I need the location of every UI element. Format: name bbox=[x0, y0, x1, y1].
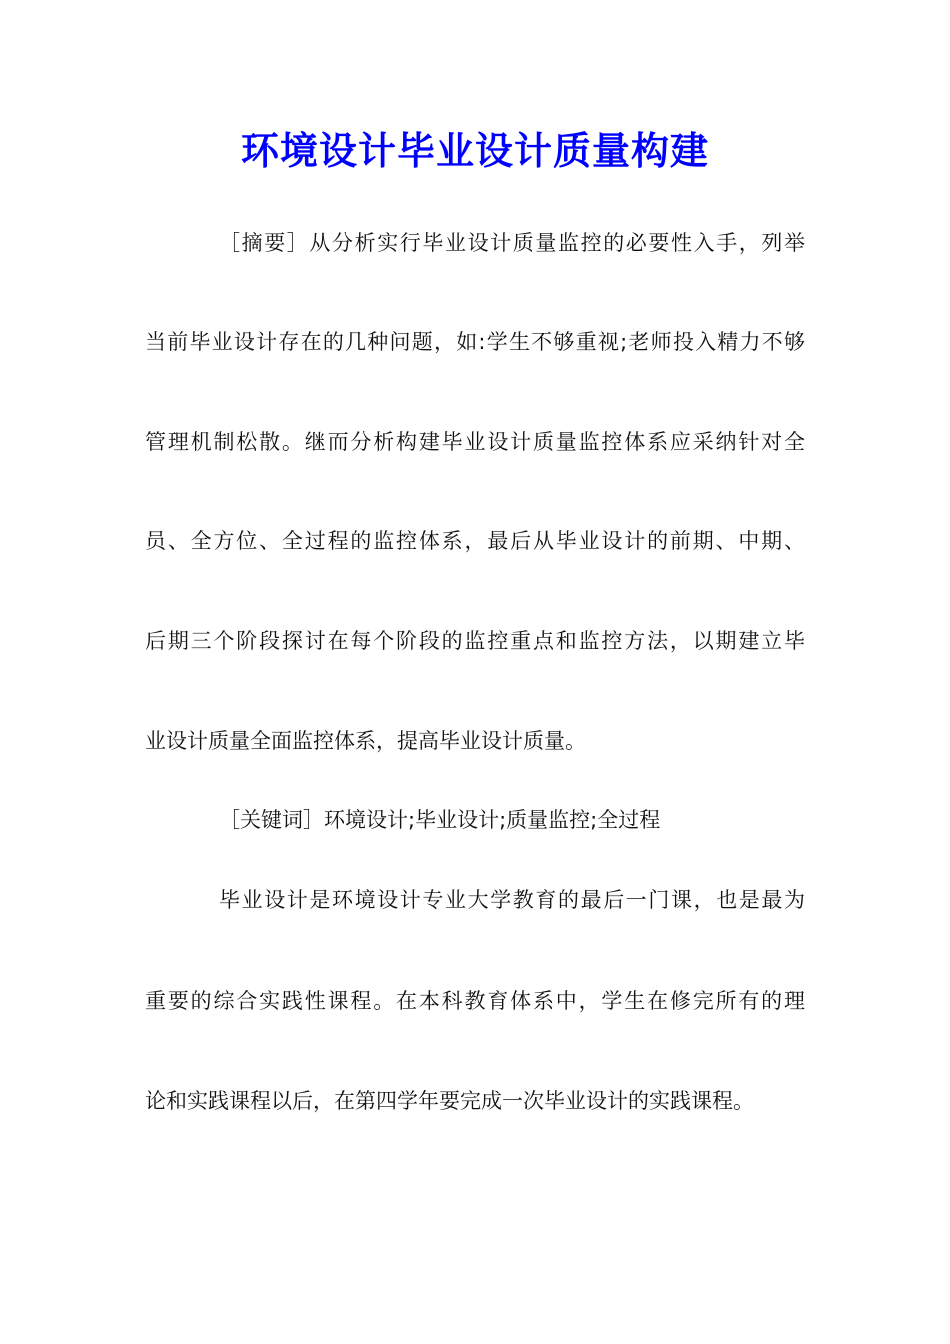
abstract-line-5: 后期三个阶段探讨在每个阶段的监控重点和监控方法，以期建立毕 bbox=[145, 629, 805, 653]
abstract-line-2: 当前毕业设计存在的几种问题，如:学生不够重视;老师投入精力不够 bbox=[145, 330, 805, 354]
body-line-1: 毕业设计是环境设计专业大学教育的最后一门课，也是最为 bbox=[219, 888, 805, 912]
abstract-line-3: 管理机制松散。继而分析构建毕业设计质量监控体系应采纳针对全 bbox=[145, 430, 805, 454]
document-title: 环境设计毕业设计质量构建 bbox=[240, 128, 709, 173]
body-line-3: 论和实践课程以后，在第四学年要完成一次毕业设计的实践课程。 bbox=[145, 1089, 754, 1113]
abstract-line-1: ［摘要］从分析实行毕业设计质量监控的必要性入手，列举 bbox=[219, 231, 805, 255]
body-line-2: 重要的综合实践性课程。在本科教育体系中，学生在修完所有的理 bbox=[145, 989, 805, 1013]
abstract-line-6: 业设计质量全面监控体系，提高毕业设计质量。 bbox=[145, 729, 586, 753]
keywords-line: ［关键词］环境设计;毕业设计;质量监控;全过程 bbox=[219, 808, 661, 832]
abstract-line-4: 员、全方位、全过程的监控体系，最后从毕业设计的前期、中期、 bbox=[145, 529, 805, 553]
